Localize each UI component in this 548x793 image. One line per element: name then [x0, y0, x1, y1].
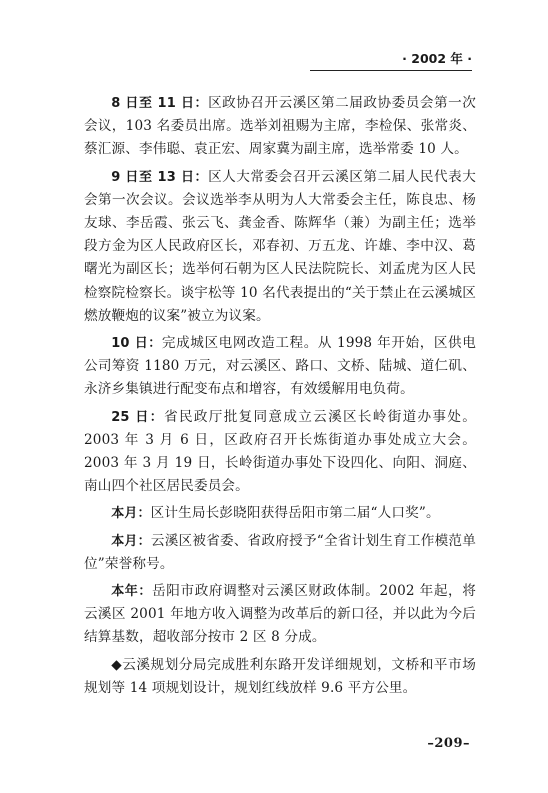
- entry-text: ◆云溪规划分局完成胜利东路开发详细规划，文桥和平市场规划等 14 项规划设计，规划红线放样 9.6 平方公里。: [84, 656, 476, 696]
- entry-text: 云溪区被省委、省政府授予“全省计划生育工作模范单位”荣誉称号。: [84, 532, 476, 572]
- page-body: [84, 92, 476, 704]
- entry-text: 区计生局长彭晓阳获得岳阳市第二届“人口奖”。: [150, 505, 440, 522]
- entry-paragraph: [84, 654, 476, 700]
- entry-text: 省民政厅批复同意成立云溪区长岭街道办事处。2003 年 3 月 6 日，区政府召开长炼街道办事处成立大会。2003 年 3 月 19 日，长岭街道办事处下设四化、向阳、洞庭、南山四个社区居民委员会。: [84, 408, 476, 495]
- page-number: –209–: [427, 736, 470, 751]
- entry-date: 25 日：: [111, 409, 165, 425]
- entry-date: 本月：: [111, 533, 151, 549]
- entry-date: 本年：: [111, 584, 153, 600]
- entry-text: 区政协召开云溪区第二届政协委员会第一次会议，103 名委员出席。选举刘祖赐为主席，李检保、张常炎、蔡汇源、李伟聪、袁正宏、周家冀为副主席，选举常委 10 人。: [84, 95, 476, 158]
- entry-paragraph: [84, 406, 476, 499]
- running-header: · 2002 年 ·: [402, 51, 472, 66]
- entry-paragraph: [84, 166, 476, 328]
- entry-date: 9 日至 13 日：: [111, 169, 209, 185]
- entry-text: 完成城区电网改造工程。从 1998 年开始，区供电公司筹资 1180 万元，对云溪区、路口、文桥、陆城、道仁矶、永济乡集镇进行配变布点和增容，有效缓解用电负荷。: [84, 335, 476, 398]
- entry-date: 本月：: [111, 506, 151, 522]
- header-rule: [310, 70, 472, 71]
- entry-date: 10 日：: [111, 336, 162, 352]
- entry-date: 8 日至 11 日：: [111, 96, 209, 111]
- entry-paragraph: [84, 502, 476, 525]
- entry-paragraph: [84, 580, 476, 650]
- entry-paragraph: [84, 332, 476, 402]
- entry-paragraph: [84, 92, 476, 162]
- entry-text: 岳阳市政府调整对云溪区财政体制。2002 年起，将云溪区 2001 年地方收入调整为改革后的新口径，并以此为今后结算基数，超收部分按市 2 区 8 分成。: [84, 583, 477, 646]
- entry-paragraph: [84, 530, 476, 576]
- entry-text: 区人大常委会召开云溪区第二届人民代表大会第一次会议。会议选举李从明为人大常委会主任，陈良忠、杨友球、李岳霞、张云飞、龚金香、陈辉华（兼）为副主任；选举段方金为区人民政府区长，邓春初、万五龙、许雄、李中汉、葛曙光为副区长；选举何石朝为区人民法院院长、刘孟虎为区人民检察院检察长。谈宇松等 10 名代表提出的“关于禁止在云溪城区燃放鞭炮的议案”被立为议案。: [84, 168, 476, 324]
